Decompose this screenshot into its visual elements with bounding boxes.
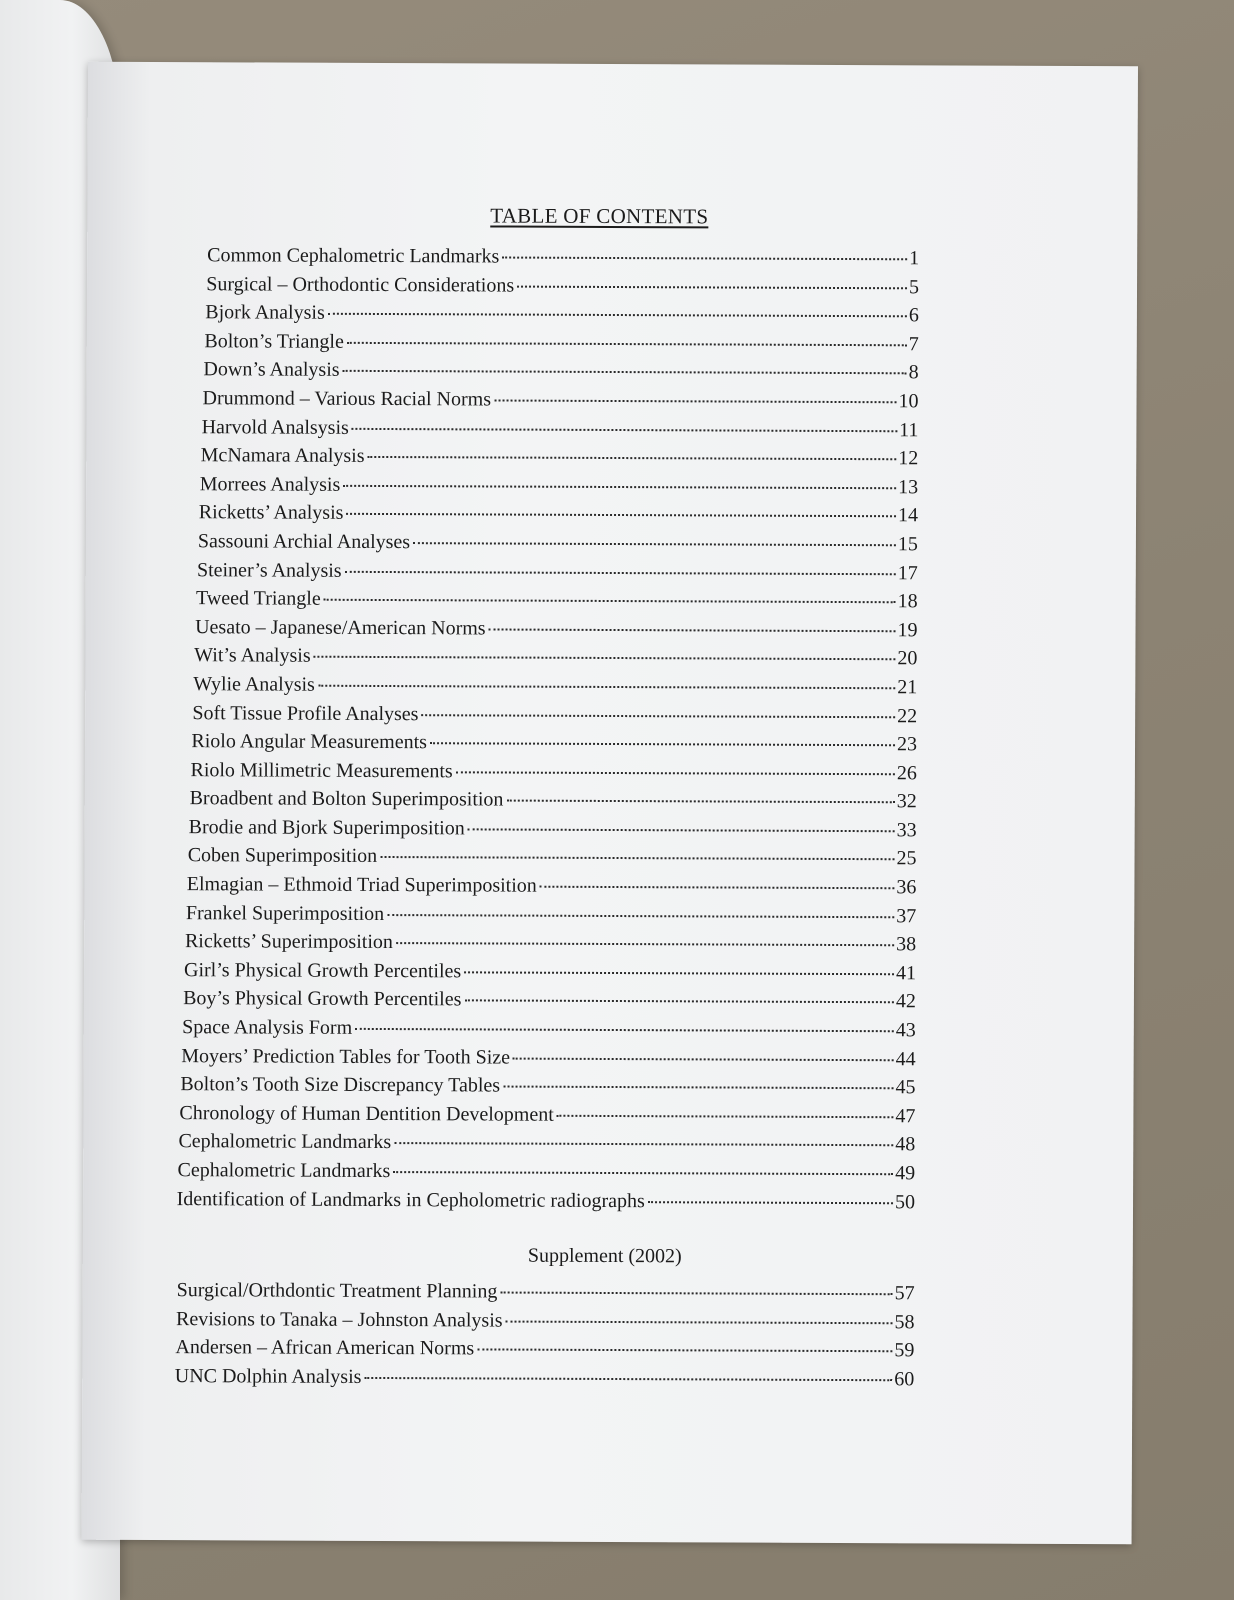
toc-entry [185, 927, 916, 959]
dot-leader [343, 370, 907, 374]
supplement-title: Supplement (2002) [527, 1244, 682, 1268]
entry-page-number: 57 [894, 1282, 915, 1305]
entry-page-number: 49 [895, 1162, 916, 1185]
entry-page-number: 21 [897, 676, 918, 699]
entry-page-number: 60 [894, 1368, 915, 1391]
toc-entry [184, 956, 916, 988]
entry-page-number: 59 [894, 1339, 915, 1362]
toc-entry [180, 1070, 915, 1102]
toc-entry [177, 1185, 916, 1217]
entry-title: Boy’s Physical Growth Percentiles [183, 987, 462, 1011]
dot-leader [318, 685, 895, 690]
entry-title: Ricketts’ Analysis [198, 501, 344, 525]
dot-leader [324, 599, 896, 603]
dot-leader [502, 257, 907, 261]
dot-leader [500, 1292, 892, 1296]
toc-entry [207, 241, 919, 273]
dot-leader [430, 742, 895, 746]
entry-title: Cephalometric Landmarks [178, 1130, 392, 1154]
dot-leader [355, 1028, 894, 1032]
entry-page-number: 45 [895, 1076, 916, 1099]
dot-leader [506, 1320, 893, 1324]
entry-title: Common Cephalometric Landmarks [207, 244, 500, 268]
toc-entry [189, 813, 917, 845]
entry-page-number: 41 [895, 962, 917, 985]
dot-leader [540, 886, 895, 890]
dot-leader [387, 914, 894, 918]
entry-title: Bolton’s Triangle [204, 330, 344, 353]
toc-entry [176, 1305, 915, 1337]
entry-page-number: 14 [897, 504, 919, 527]
entry-title: UNC Dolphin Analysis [174, 1365, 362, 1388]
entry-page-number: 25 [896, 847, 917, 870]
entry-title: Soft Tissue Profile Analyses [192, 701, 419, 725]
toc-entry [205, 298, 919, 330]
dot-leader [346, 513, 896, 517]
toc-entry [194, 641, 917, 673]
dot-leader [393, 1171, 893, 1175]
toc-entry [197, 556, 918, 588]
toc-entry [195, 613, 918, 645]
entry-title: Steiner’s Analysis [196, 558, 342, 582]
dot-leader [464, 971, 894, 975]
entry-title: Surgical – Orthodontic Considerations [206, 272, 515, 297]
entry-title: Wylie Analysis [193, 673, 315, 696]
dot-leader [477, 1349, 892, 1353]
entry-page-number: 8 [908, 361, 919, 384]
entry-page-number: 10 [898, 390, 919, 413]
dot-leader [421, 714, 895, 718]
entry-title: Bolton’s Tooth Size Discrepancy Tables [180, 1073, 501, 1097]
toc-entry [190, 756, 917, 788]
toc-entry [200, 470, 919, 502]
page-content [174, 202, 919, 1394]
entry-title: Cephalometric Landmarks [177, 1159, 391, 1183]
entry-page-number: 17 [897, 561, 918, 584]
toc-entry [187, 870, 917, 902]
entry-title: Broadbent and Bolton Superimposition [189, 787, 504, 811]
dot-leader [494, 399, 897, 403]
dot-leader [503, 1086, 893, 1090]
dot-leader [513, 1057, 894, 1061]
entry-title: Riolo Angular Measurements [191, 730, 428, 754]
entry-title: Andersen – African American Norms [175, 1336, 475, 1360]
entry-page-number: 7 [908, 333, 919, 356]
entry-page-number: 33 [896, 819, 917, 842]
entry-page-number: 50 [894, 1190, 916, 1213]
dot-leader [506, 800, 894, 804]
toc-entry [202, 384, 918, 416]
toc-entry [182, 1013, 916, 1045]
toc-entry [191, 727, 917, 759]
toc-entry [198, 527, 918, 559]
entry-title: Harvold Analsysis [201, 415, 349, 439]
toc-entry [203, 356, 918, 388]
entry-title: Sassouni Archial Analyses [197, 530, 411, 554]
entry-page-number: 19 [897, 618, 918, 642]
dot-leader [394, 1142, 893, 1146]
entry-title: Brodie and Bjork Superimposition [188, 816, 465, 840]
entry-page-number: 43 [895, 1019, 916, 1042]
dot-leader [517, 285, 907, 289]
toc-entry [202, 413, 919, 445]
toc-entry [193, 670, 917, 702]
entry-title: McNamara Analysis [200, 444, 365, 468]
entry-title: Bjork Analysis [205, 301, 325, 324]
entry-title: Elmagian – Ethmoid Triad Superimposition [186, 873, 537, 897]
entry-page-number: 22 [897, 704, 918, 727]
entry-page-number: 58 [894, 1311, 915, 1334]
entry-title: Tweed Triangle [196, 587, 321, 610]
entry-page-number: 5 [908, 275, 920, 298]
entry-page-number: 13 [898, 475, 919, 499]
entry-page-number: 15 [897, 533, 918, 556]
entry-title: Wit’s Analysis [194, 644, 311, 667]
entry-page-number: 48 [895, 1133, 916, 1156]
entry-title: Girl’s Physical Growth Percentiles [183, 958, 462, 983]
entry-page-number: 12 [898, 447, 919, 470]
dot-leader [364, 1377, 892, 1381]
entry-page-number: 18 [897, 590, 918, 613]
toc-entry [188, 842, 917, 874]
dot-leader [380, 856, 894, 860]
dot-leader [468, 828, 895, 832]
toc-entry [201, 441, 919, 473]
toc-entry [186, 899, 917, 931]
entry-page-number: 47 [895, 1105, 916, 1128]
toc-entry [183, 985, 916, 1017]
entry-title: Down’s Analysis [203, 358, 340, 382]
entry-page-number: 38 [896, 933, 917, 956]
supplement-list [174, 1276, 914, 1394]
toc-entry [204, 327, 919, 359]
dot-leader [396, 942, 894, 946]
toc-entry [178, 1128, 915, 1160]
toc-entry [196, 584, 918, 616]
entry-title: Moyers’ Prediction Tables for Tooth Size [181, 1044, 511, 1069]
toc-title: TABLE OF CONTENTS [490, 203, 709, 229]
dot-leader [343, 485, 896, 489]
entry-page-number: 20 [897, 647, 918, 670]
dot-leader [347, 342, 907, 346]
dot-leader [456, 771, 895, 775]
entry-title: Coben Superimposition [187, 844, 378, 868]
dot-leader [648, 1201, 893, 1204]
dot-leader [489, 628, 896, 632]
entry-page-number: 23 [896, 733, 918, 756]
entry-title: Chronology of Human Dentition Development [179, 1101, 554, 1126]
entry-page-number: 26 [896, 761, 917, 785]
entry-title: Frankel Superimposition [185, 901, 385, 925]
dot-leader [345, 570, 896, 574]
entry-title: Drummond – Various Racial Norms [202, 387, 492, 411]
dot-leader [314, 656, 896, 661]
dot-leader [557, 1115, 894, 1118]
entry-title: Riolo Millimetric Measurements [190, 758, 453, 782]
toc-entry [181, 1042, 916, 1074]
entry-title: Identification of Landmarks in Cepholometric radiographs [176, 1187, 645, 1212]
toc-entry [177, 1156, 915, 1188]
toc-entry [175, 1333, 914, 1365]
book-page [82, 62, 1138, 1545]
toc-entry [199, 499, 918, 531]
entry-page-number: 37 [896, 904, 917, 927]
toc-entry [175, 1362, 915, 1394]
entry-title: Uesato – Japanese/American Norms [195, 615, 486, 640]
entry-title: Revisions to Tanaka – Johnston Analysis [175, 1307, 503, 1332]
toc-entry [177, 1276, 915, 1308]
entry-title: Morrees Analysis [199, 472, 341, 496]
dot-leader [352, 427, 897, 431]
entry-page-number: 6 [908, 304, 919, 327]
entry-title: Space Analysis Form [182, 1016, 353, 1039]
dot-leader [413, 542, 896, 546]
toc-list [175, 241, 919, 1216]
entry-title: Ricketts’ Superimposition [184, 930, 393, 954]
entry-page-number: 32 [896, 790, 917, 813]
entry-page-number: 42 [895, 990, 916, 1013]
entry-page-number: 44 [895, 1047, 916, 1070]
entry-page-number: 36 [896, 876, 917, 899]
dot-leader [368, 456, 897, 460]
dot-leader [328, 313, 907, 318]
entry-page-number: 1 [909, 247, 920, 270]
dot-leader [464, 1000, 894, 1004]
toc-entry [190, 784, 917, 816]
entry-title: Surgical/Orthdontic Treatment Planning [176, 1279, 498, 1303]
toc-entry [206, 270, 919, 302]
toc-entry [192, 699, 917, 731]
entry-page-number: 11 [899, 418, 919, 441]
toc-entry [179, 1099, 915, 1131]
